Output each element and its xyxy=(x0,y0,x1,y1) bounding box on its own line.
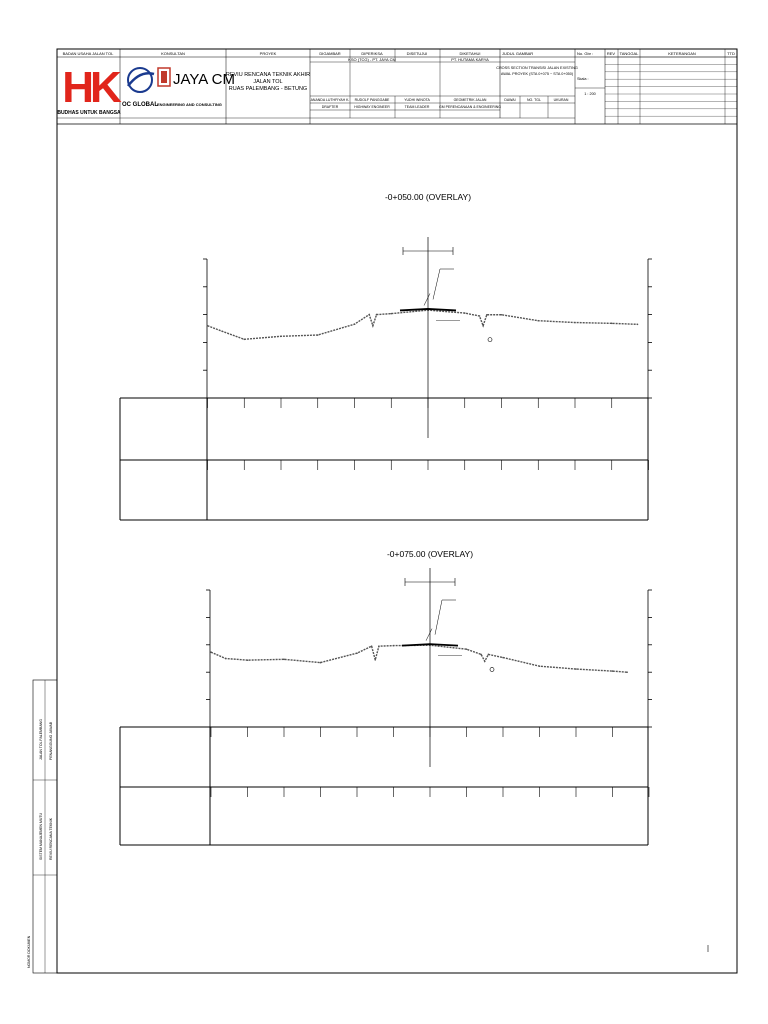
label-keterangan: KETERANGAN xyxy=(668,51,696,56)
ground-point xyxy=(378,645,380,647)
label-judul: JUDUL GAMBAR xyxy=(502,51,534,56)
role-leader: TEAM LEADER xyxy=(404,105,430,109)
ground-point xyxy=(466,648,468,650)
slope-leader xyxy=(424,293,430,305)
ground-point xyxy=(393,645,395,647)
hk-logo xyxy=(57,63,122,116)
ground-point xyxy=(356,652,358,654)
checker-kso: KSO (TCG) - PT. JAYA CM xyxy=(348,57,396,62)
cross-section-1 xyxy=(120,192,652,520)
drawing-title-1: CROSS SECTION TRANSISI JALAN EXISTING xyxy=(496,66,578,70)
ground-point xyxy=(501,314,503,316)
sig-drafter-name: ANANDA LUTHFIYAH K. xyxy=(310,98,350,102)
sig-ukuran: UKURAN xyxy=(553,98,569,102)
role-highway: HIGHWAY ENGINEER xyxy=(354,105,390,109)
ground-point xyxy=(283,659,285,661)
ground-point xyxy=(225,658,227,660)
drawing-title-2: AWAL PROYEK (STA 0+075 ~ STA 0+050) xyxy=(500,72,574,76)
ground-point xyxy=(486,314,488,316)
sig-dawai: DAWAI xyxy=(504,98,516,102)
scale-label: Skala : xyxy=(577,77,589,81)
ground-point xyxy=(207,325,209,327)
hk-logo-caption: BUDHAS UNTUK BANGSA xyxy=(57,110,121,116)
y-axis-right xyxy=(648,259,652,398)
y-axis-right xyxy=(648,590,652,727)
jaya-cm-icon-fill xyxy=(161,71,167,83)
ground-point xyxy=(372,325,374,327)
road-template xyxy=(402,568,494,767)
hk-logo-mark: HK xyxy=(62,63,118,112)
label-tanggal: TANGGAL xyxy=(619,51,639,56)
label-diperiksa: DIPERIKSA xyxy=(361,51,383,56)
ground-point xyxy=(482,325,484,327)
strip-text-4: REVIU RENCANA TEKNIK xyxy=(49,817,53,860)
ground-point xyxy=(488,654,490,656)
oc-global-text: OC GLOBAL xyxy=(122,102,158,108)
slope-leader xyxy=(426,629,432,641)
ground-point xyxy=(484,660,486,662)
sig-no-tgl: NO. TGL xyxy=(527,98,541,102)
label-ttd: TTD xyxy=(727,51,735,56)
sig-gm-name: GEOMETRIK JALAN xyxy=(453,98,487,102)
ground-point xyxy=(221,330,223,332)
ground-point xyxy=(479,315,481,317)
ground-point xyxy=(368,314,370,316)
ground-point xyxy=(280,335,282,337)
data-table xyxy=(120,398,649,520)
label-disetujui: DISETUJUI xyxy=(406,51,428,56)
project-line-2: JALAN TOL xyxy=(253,79,283,85)
label-proyek: PROYEK xyxy=(259,51,277,56)
ground-point xyxy=(371,645,373,647)
y-axis-left xyxy=(203,259,207,398)
cross-section-2 xyxy=(120,549,652,845)
ground-point xyxy=(390,313,392,315)
cl-elevation-leader xyxy=(435,600,442,635)
sheet-border xyxy=(57,49,737,973)
strip-text-1: JALAN TOL PALEMBANG xyxy=(39,719,43,760)
ground-line xyxy=(207,309,639,340)
role-drafter: DRAFTER xyxy=(321,105,339,109)
role-gm: GM PERENCANAAN & ENGINEERING xyxy=(438,105,502,109)
sig-leader-name: YUDHI WINOTA xyxy=(404,98,430,102)
label-no-gbr: No. Gbr : xyxy=(577,51,594,56)
ground-point xyxy=(637,324,639,326)
ground-point xyxy=(210,651,212,653)
cl-elevation-leader xyxy=(433,269,440,299)
section-title: -0+075.00 (OVERLAY) xyxy=(386,549,474,559)
section-title: -0+050.00 (OVERLAY) xyxy=(384,192,472,202)
label-konsultan: KONSULTAN xyxy=(161,51,185,56)
pps-marker-icon xyxy=(490,667,494,671)
ground-point xyxy=(320,662,322,664)
ground-point xyxy=(464,312,466,314)
ground-point xyxy=(480,654,482,656)
scale-value: 1 : 200 xyxy=(584,92,596,96)
strip-text-3: SISTEM MANAJEMEN MUTU xyxy=(39,812,43,860)
road-template xyxy=(400,237,492,438)
ground-point xyxy=(612,670,614,672)
pps-marker-icon xyxy=(488,338,492,342)
strip-text-5: NOMOR DOKUMEN xyxy=(27,935,31,968)
label-bujt: BADAN USAHA JALAN TOL xyxy=(62,51,114,56)
ground-point xyxy=(376,314,378,316)
project-line-1: REVIU RENCANA TEKNIK AKHIR xyxy=(225,72,311,78)
title-block xyxy=(57,49,737,124)
ground-point xyxy=(611,323,613,325)
checker-hk: PT. HUTAMA KARYA xyxy=(451,57,489,62)
label-rev: REV xyxy=(606,51,616,56)
label-digambar: DIGAMBAR xyxy=(319,51,341,56)
ground-point xyxy=(502,657,504,659)
ground-point xyxy=(626,671,628,673)
ground-point xyxy=(539,665,541,667)
ground-point xyxy=(575,668,577,670)
oc-global-caption: ENGINEERING AND CONSULTING xyxy=(157,102,222,107)
ground-point xyxy=(317,334,319,336)
y-axis-left xyxy=(206,590,210,727)
ground-point xyxy=(243,339,245,341)
ground-line xyxy=(210,644,628,673)
strip-text-2: PENANGGUNG JAWAB xyxy=(49,721,53,760)
ground-point xyxy=(247,659,249,661)
existing-ground-line xyxy=(208,310,638,339)
ground-point xyxy=(574,322,576,324)
ground-point xyxy=(354,323,356,325)
jaya-cm-logo-text: JAYA CM xyxy=(173,71,235,88)
existing-ground-line xyxy=(211,645,627,672)
ground-point xyxy=(374,659,376,661)
project-line-3: RUAS PALEMBANG - BETUNG xyxy=(228,86,308,92)
consultant-logos xyxy=(122,68,235,108)
label-diketahui: DIKETAHUI xyxy=(459,51,481,56)
sig-engineer-name: RUDOLF PANGGABE xyxy=(354,98,390,102)
ground-point xyxy=(537,320,539,322)
data-table xyxy=(120,727,649,845)
left-strip xyxy=(27,680,57,973)
